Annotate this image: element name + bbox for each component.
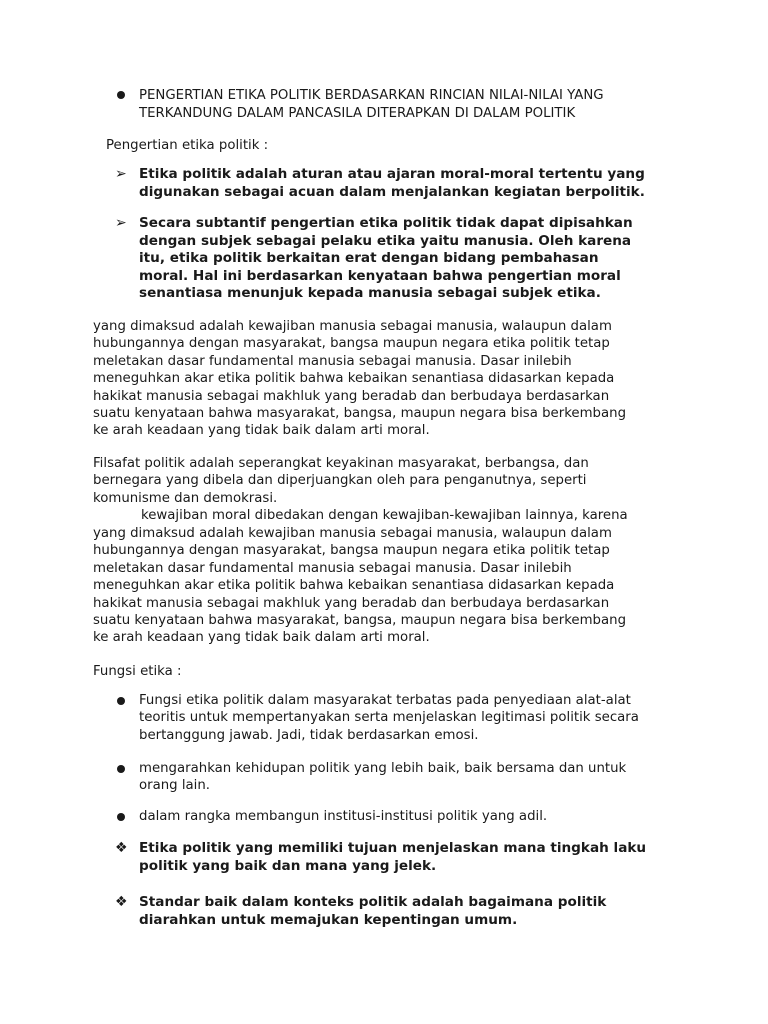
- arrow-bullet-icon: ➢: [115, 166, 127, 182]
- definition-point-1: Etika politik adalah aturan atau ajaran moral-moral tertentu yang digunakan sebagai acuan dalam menjalankan kegiatan berpolitik.: [139, 166, 645, 200]
- function-bullet-3: dalam rangka membangun institusi-institusi politik yang adil.: [139, 809, 548, 824]
- bullet-icon: [117, 813, 125, 821]
- body-paragraph-2: Filsafat politik adalah seperangkat keyakinan masyarakat, berbangsa, dan bernegara yang dibela dan diperjuangkan oleh para penganutnya, seperti komunisme dan demokrasi.: [93, 456, 589, 506]
- section-label-pengertian: Pengertian etika politik :: [106, 138, 269, 153]
- section-label-fungsi: Fungsi etika :: [93, 664, 182, 679]
- body-paragraph-1: yang dimaksud adalah kewajiban manusia sebagai manusia, walaupun dalam hubungannya dengan masyarakat, bangsa maupun negara etika politik tetap meletakan dasar fundamental manusia sebagai manusia. Dasar inilebih meneguhkan akar etika politik bahwa kebaikan senantiasa didasarkan kepada hakikat manusia sebagai makhluk yang beradab dan berbudaya berdasarkan suatu kenyataan bahwa masyarakat, bangsa, maupun negara bisa berkembang ke arah keadaan yang tidak baik dalam arti moral.: [93, 319, 627, 439]
- function-bullet-2: mengarahkan kehidupan politik yang lebih baik, baik bersama dan untuk orang lain.: [139, 761, 627, 794]
- arrow-bullet-icon: ➢: [115, 215, 127, 231]
- bullet-icon: [117, 765, 125, 773]
- bullet-icon: [117, 697, 125, 705]
- purpose-point-1: Etika politik yang memiliki tujuan menjelaskan mana tingkah laku politik yang baik dan mana yang jelek.: [139, 840, 647, 874]
- diamond-bullet-icon: ❖: [115, 894, 128, 910]
- purpose-point-2: Standar baik dalam konteks politik adalah bagaimana politik diarahkan untuk memajukan kepentingan umum.: [139, 894, 607, 928]
- bullet-icon: [117, 91, 125, 99]
- document-heading: PENGERTIAN ETIKA POLITIK BERDASARKAN RINCIAN NILAI-NILAI YANG TERKANDUNG DALAM PANCASILA DITERAPKAN DI DALAM POLITIK: [139, 88, 604, 121]
- definition-point-2: Secara subtantif pengertian etika politik tidak dapat dipisahkan dengan subjek sebagai pelaku etika yaitu manusia. Oleh karena itu, etika politik berkaitan erat dengan bidang pembahasan moral. Hal ini berdasarkan kenyataan bahwa pengertian moral senantiasa menunjuk kepada manusia sebagai subjek etika.: [139, 215, 633, 302]
- diamond-bullet-icon: ❖: [115, 840, 128, 856]
- function-bullet-1: Fungsi etika politik dalam masyarakat terbatas pada penyediaan alat-alat teoritis untuk mempertanyakan serta menjelaskan legitimasi politik secara bertanggung jawab. Jadi, tidak berdasarkan emosi.: [139, 693, 639, 743]
- body-paragraph-3: yang dimaksud adalah kewajiban manusia sebagai manusia, walaupun dalam hubungannya dengan masyarakat, bangsa maupun negara etika politik tetap meletakan dasar fundamental manusia sebagai manusia. Dasar inilebih meneguhkan akar etika politik bahwa kebaikan senantiasa didasarkan kepada hakikat manusia sebagai makhluk yang beradab dan berbudaya berdasarkan suatu kenyataan bahwa masyarakat, bangsa, maupun negara bisa berkembang ke arah keadaan yang tidak baik dalam arti moral.: [93, 526, 627, 646]
- body-paragraph-3-first-line: kewajiban moral dibedakan dengan kewajiban-kewajiban lainnya, karena: [141, 508, 628, 523]
